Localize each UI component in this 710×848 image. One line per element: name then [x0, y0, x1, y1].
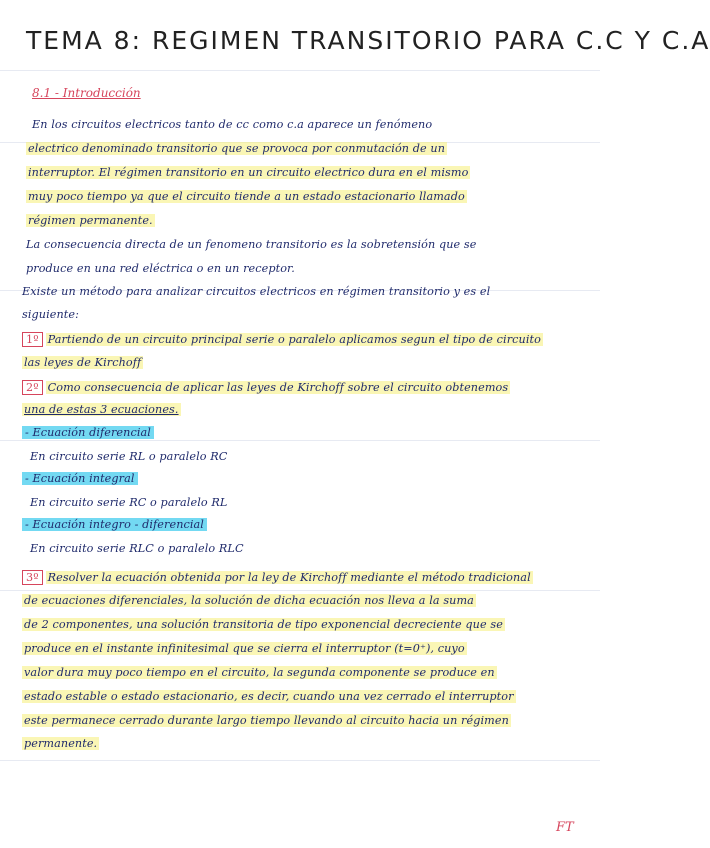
text-line: de ecuaciones diferenciales, la solución de dicha ecuación nos lleva a la suma: [24, 594, 474, 607]
text-line: estado estable o estado estacionario, es decir, cuando una vez cerrado el interruptor: [24, 690, 514, 703]
text-line: siguiente:: [22, 308, 79, 321]
text-line: de 2 componentes, una solución transitoria de tipo exponencial decreciente que se: [24, 618, 503, 631]
text-line: muy poco tiempo ya que el circuito tiende a un estado estacionario llamado: [28, 190, 465, 203]
text-line: las leyes de Kirchoff: [24, 356, 142, 369]
text-line: valor dura muy poco tiempo en el circuito, la segunda componente se produce en: [24, 666, 495, 679]
ruled-line: [0, 590, 600, 591]
text-line: permanente.: [24, 737, 98, 750]
text-line: La consecuencia directa de un fenomeno transitorio es la sobretensión que se: [26, 238, 477, 251]
text-line: este permanece cerrado durante largo tiempo llevando al circuito hacia un régimen: [24, 714, 509, 727]
equation-text: En circuito serie RLC o paralelo RLC: [30, 542, 244, 555]
text-line: régimen permanente.: [28, 214, 153, 227]
ruled-line: [0, 70, 600, 71]
ruled-line: [0, 440, 600, 441]
page-title: TEMA 8: REGIMEN TRANSITORIO PARA C.C Y C.A: [26, 26, 710, 55]
text-line: Existe un método para analizar circuitos electricos en régimen transitorio y es el: [22, 285, 491, 298]
ruled-line: [0, 760, 600, 761]
signature: FT: [556, 820, 574, 835]
step-1-line: 1º Partiendo de un circuito principal serie o paralelo aplicamos segun el tipo de circuito: [22, 332, 543, 347]
equation-label: - Ecuación integral: [22, 472, 138, 485]
step-number-box: 2º: [22, 380, 43, 395]
equation-text: En circuito serie RL o paralelo RC: [30, 450, 228, 463]
equation-label: - Ecuación integro - diferencial: [22, 518, 207, 531]
equation-label: - Ecuación diferencial: [22, 426, 154, 439]
text-line: electrico denominado transitorio que se provoca por conmutación de un: [28, 142, 446, 155]
text-line: En los circuitos electricos tanto de cc como c.a aparece un fenómeno: [32, 118, 433, 131]
text-line: produce en el instante infinitesimal que se cierra el interruptor (t=0⁺), cuyo: [24, 642, 465, 655]
text-line: interruptor. El régimen transitorio en un circuito electrico dura en el mismo: [28, 166, 469, 179]
step-3-line: 3º Resolver la ecuación obtenida por la ley de Kirchoff mediante el método tradicional: [22, 570, 533, 585]
text-line: produce en una red eléctrica o en un receptor.: [26, 262, 295, 275]
step-number-box: 3º: [22, 570, 43, 585]
step-2-line: 2º Como consecuencia de aplicar las leyes de Kirchoff sobre el circuito obtenemos: [22, 380, 510, 395]
section-heading: 8.1 - Introducción: [32, 86, 141, 100]
step-number-box: 1º: [22, 332, 43, 347]
text-line: una de estas 3 ecuaciones.: [24, 403, 179, 416]
equation-text: En circuito serie RC o paralelo RL: [30, 496, 228, 509]
